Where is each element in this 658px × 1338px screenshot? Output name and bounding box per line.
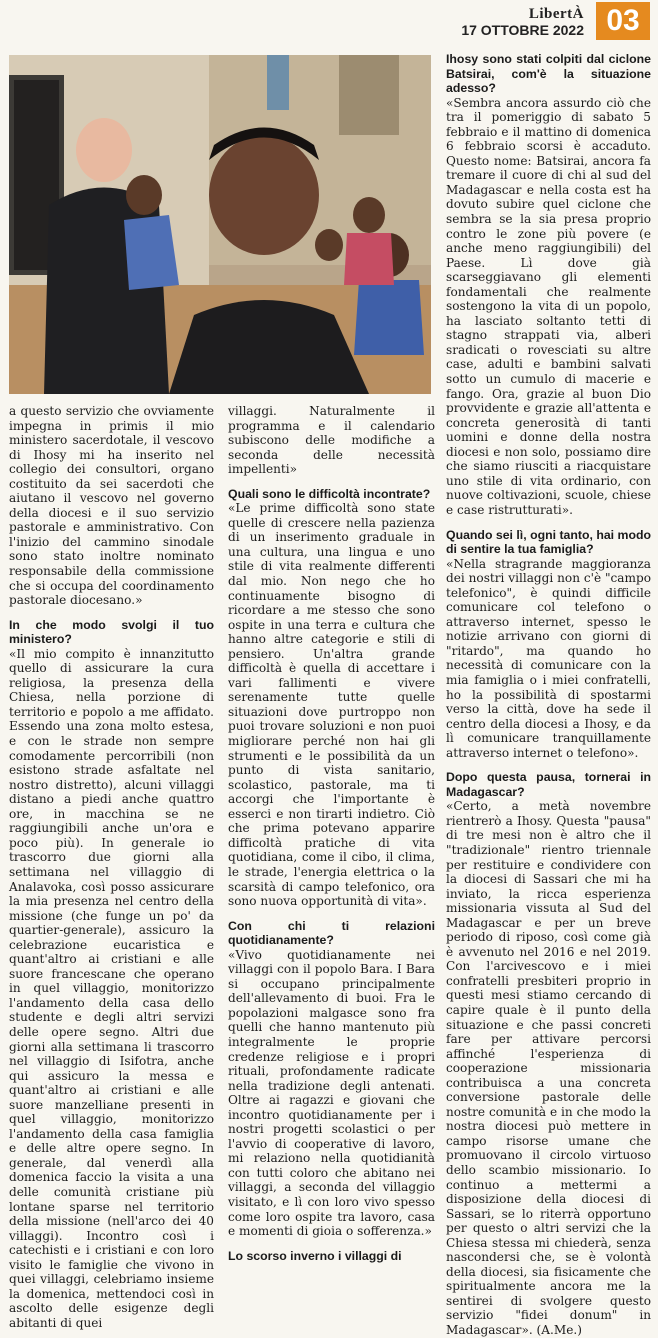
page-number-badge: 03: [596, 2, 650, 40]
question-heading: Lo scorso inverno i villaggi di: [228, 1248, 402, 1263]
paragraph: a questo servizio che ovviamente impegna in primis il mio ministero sacerdotale, il vescovo di Ihosy mi ha inserito nel collegio dei consultori, organo costituito da sei sacerdoti che aiutano il vescovo nel governo della diocesi e il suo servizio pastorale e amministrativo. Con l'inizio del cammino sinodale sono stato inoltre nominato responsabile della commissione che si occupa del coordinamento pastorale diocesano.»: [9, 404, 214, 608]
paragraph: «Nella stragrande maggioranza dei nostri villaggi non c'è "campo telefonico", è quindi difficile comunicare col telefono o attraverso internet, spesso le notizie arrivano con giorni di "ritardo", ma quando ho necessità di comunicare con la mia famiglia o i miei confratelli, ho la possibilità di spostarmi verso la città, dove ha sede il centro della diocesi a Ihosy, e da lì comunicare tranquillamente attraverso internet o telefono».: [446, 556, 651, 760]
masthead: [0, 0, 658, 44]
question-heading: Quando sei lì, ogni tanto, hai modo di sentire la tua famiglia?: [446, 527, 651, 557]
question-heading: Quali sono le difficoltà incontrate?: [228, 486, 431, 501]
question-heading: Con chi ti relazioni quotidianamente?: [228, 918, 435, 948]
newspaper-brand: LibertÀ: [528, 6, 584, 22]
article-photo: [9, 55, 431, 394]
question-heading: In che modo svolgi il tuo ministero?: [9, 617, 214, 647]
paragraph: «Le prime difficoltà sono state quelle di crescere nella pazienza di un inserimento graduale in una cultura, una lingua e uno stile di vita realmente differenti dal mio. Non nego che ho continuamente bisogno di ricordare a me stesso che sono ospite in una terra e cultura che hanno altre categorie e stili di pensiero. Un'altra grande difficoltà è quella di accettare i vari fallimenti e vivere serenamente tutte quelle situazioni dove purtroppo non puoi trovare soluzioni e non puoi migliorare perché non hai gli strumenti e le possibilità da un punto di vista sanitario, scolastico, pastorale, ma ti accorgi che l'importante è esserci e non tirarti indietro. Ciò che prima potevano apparire difficoltà pratiche di vita quotidiana, come il cibo, il clima, le strade, l'energia elettrica o la scarsità di campo telefonico, ora sono nuova opportunità di vita».: [228, 501, 435, 909]
question-heading: Dopo questa pausa, tornerai in Madagascar?: [446, 770, 651, 799]
paragraph: villaggi. Naturalmente il programma e il calendario subiscono delle modifiche a seconda delle necessità impellenti»: [228, 404, 435, 477]
article-column-1: [9, 404, 214, 1330]
question-heading: Ihosy sono stati colpiti dal ciclone Batsirai, com'è la situazione adesso?: [446, 52, 651, 96]
paragraph: «Sembra ancora assurdo ciò che tra il pomeriggio di sabato 5 febbraio e il mattino di domenica 6 febbraio scorsi è accaduto. Questo nome: Batsirai, ancora fa tremare il cuore di chi al sud del Madagascar e nella costa est ha dovuto subire quel ciclone che sembra se la sia presa proprio contro le zone più povere (e anche meno raggiungibili) del Paese. Lì dove già scarseggiavano gli elementi fondamentali che realmente sostengono la vita di un popolo, ha lasciato soltanto tetti di stagno strappati via, alberi sradicati o rovesciati su altre case, adulti e bambini salvati sotto un cumulo di macerie e fango. Ora, grazie al buon Dio provvidente e grazie all'attenta e concreta generosità di tanti uomini e donne della nostra diocesi e non solo, possiamo dire che siamo riusciti a riacquistare uno stile di vita ordinario, con nuove coltivazioni, scuole, chiese e case ristrutturati».: [446, 95, 651, 517]
article-column-2: [228, 404, 435, 1263]
paragraph: «Il mio compito è innanzitutto quello di assicurare la cura religiosa, la presenza della Chiesa, nella porzione di territorio e popolo a me affidato. Essendo una zona molto estesa, e con le strade non sempre comodamente percorribili (non esistono strade asfaltate nel nostro distretto), alcuni villaggi distano a piedi anche quattro ore, in macchina se ne raggiungibili anche un'ora e poco più). In generale io trascorro due giorni alla settimana nel villaggio di Analavoka, così posso assicurare la mia presenza nel centro della missione (che funge un po' da quartier-generale), assicuro la celebrazione eucaristica e quant'altro ai cristiani e alle suore francescane che operano in quel villaggio, monitorizzo l'andamento della casa dello studente e degli altri servizi delle opere segno. Altri due giorni alla settimana li trascorro nel villaggio di Isifotra, anche qui assicuro la messa e quant'altro ai cristiani e alle suore manzelliane presenti in quel villaggio, monitorizzo l'andamento della casa famiglia e delle altre opere segno. In generale, dal venerdì alla domenica faccio la visita a una delle comunità cristiane più lontane sparse nel territorio della missione (nell'arco dei 40 villaggi). Incontro così i catechisti e i cristiani e con loro visito le famiglie che vivono in quei villaggi, celebriamo insieme la domenica, mettendoci così in ascolto delle esigenze degli abitanti di quei: [9, 646, 214, 1330]
paragraph: «Vivo quotidianamente nei villaggi con il popolo Bara. I Bara si occupano principalmente dell'allevamento di buoi. Fra le popolazioni malgasce sono fra quelli che hanno mantenuto più integralmente le proprie credenze religiose e i propri rituali, profondamente radicate nella tradizione degli antenati. Oltre ai ragazzi e giovani che incontro quotidianamente per i nostri progetti scolastici o per l'avvio di cooperative di lavoro, mi relaziono nella quotidianità con tutti coloro che abitano nei villaggi, a seconda del villaggio visitato, e lì con loro vivo spesso come loro ospite tra lavoro, casa e momenti di gioia o sofferenza.»: [228, 947, 435, 1239]
photo-illustration: [9, 55, 431, 394]
paragraph: «Certo, a metà novembre rientrerò a Ihosy. Questa "pausa" di tre mesi non è altro che il "tradizionale" rientro triennale per restituire e condividere con la diocesi di Sassari che mi ha inviato, la ricca esperienza missionaria vissuta al Sud del Madagascar e per un breve periodo di riposo, così come già è avvenuto nel 2016 e nel 2019. Con l'arcivescovo e i miei confratelli presbiteri proprio in questi mesi stiamo cercando di capire quale è il punto della situazione e che passi concreti fare per attivare percorsi affinché l'esperienza di cooperazione missionaria contribuisca a una concreta conversione pastorale delle nostre comunità e in che modo la nostra diocesi può mettere in campo risorse umane che promuovano il circolo virtuoso dello scambio missionario. Io continuo a mettermi a disposizione della diocesi di Sassari, se lo riterrà opportuno per questo o altri servizi che la Chiesa stessa mi chiederà, senza nascondersi che, se è volontà della diocesi, sia fisicamente che spiritualmente ancora me la sentirei di svolgere questo servizio "fidei donum" in Madagascar». (A.Me.): [446, 799, 651, 1338]
issue-date: 17 OTTOBRE 2022: [461, 22, 584, 38]
article-column-3: [446, 52, 651, 1338]
